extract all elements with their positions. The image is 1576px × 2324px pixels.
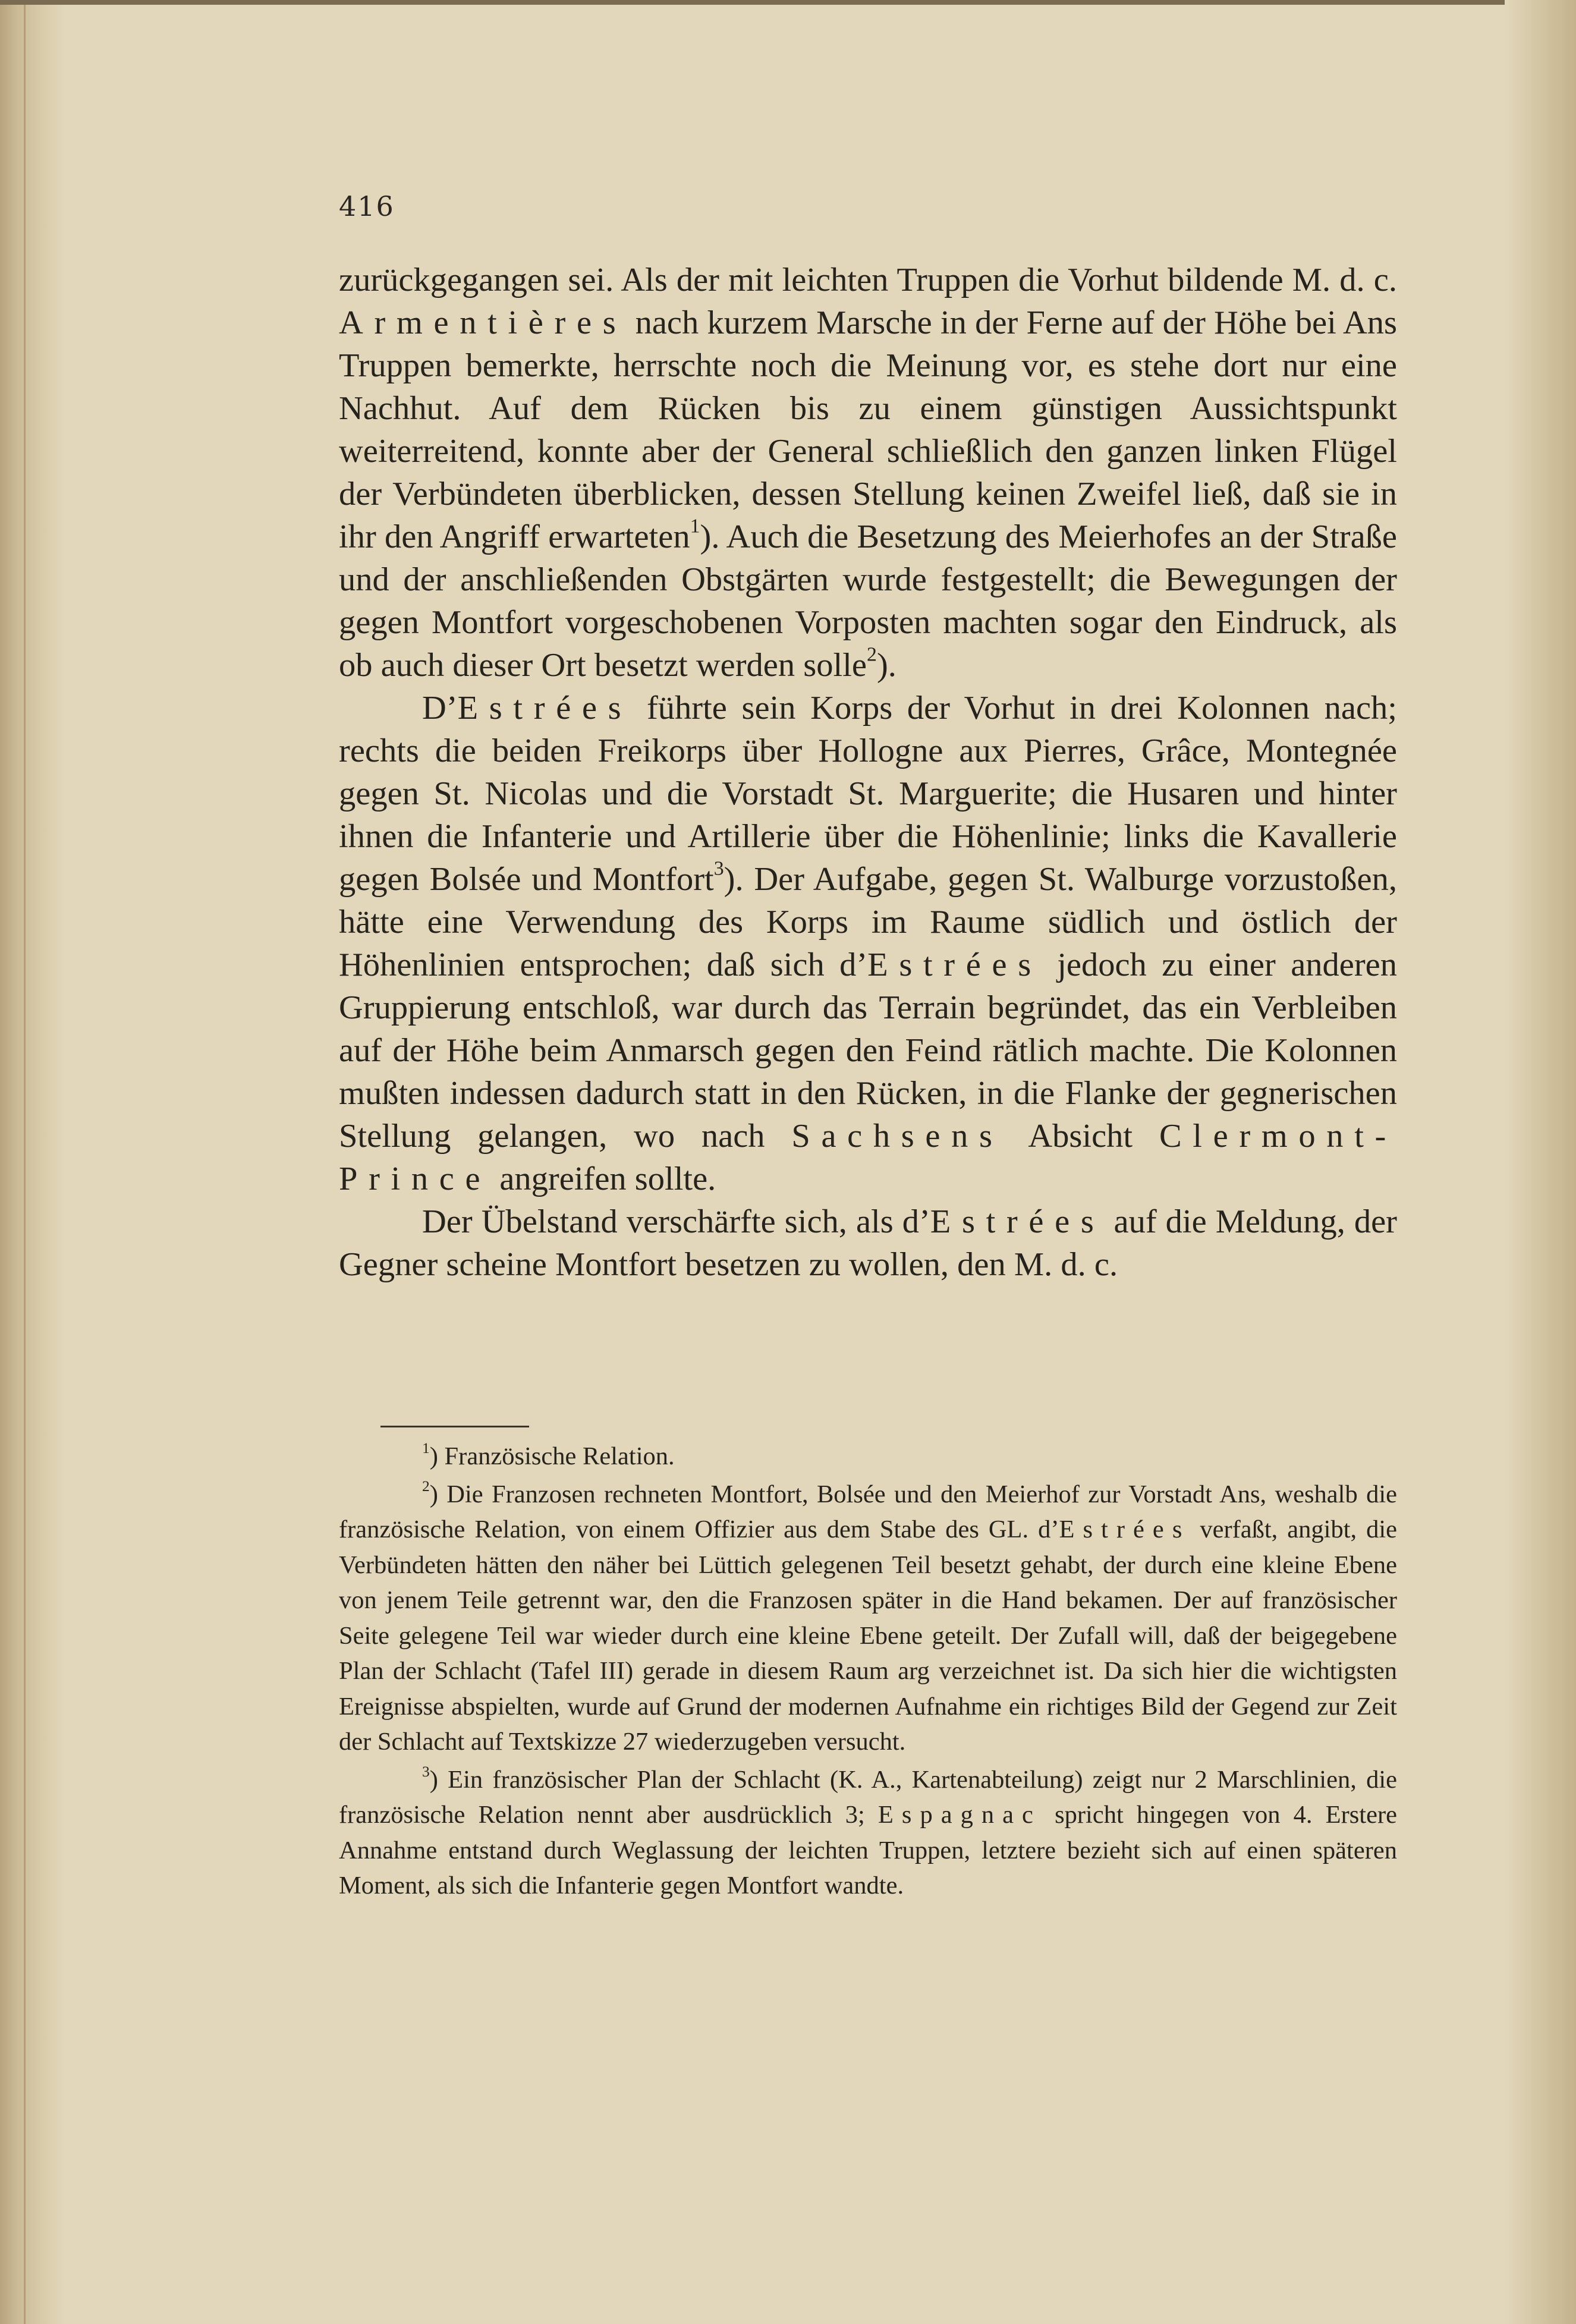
text-run: ). Auch die Besetzung des Meierhofes an der Straße und der anschließenden Obstgärten wurde festgestellt; die Bewegungen der gegen Montfort vorgeschobenen Vorposten machten sogar den Eindruck, als ob auch dieser Ort besetzt werden solle — [339, 518, 1397, 684]
footnote — [339, 1762, 1397, 1904]
spaced-name: Espagnac — [877, 1801, 1042, 1829]
footnote-ref: 1 — [690, 515, 700, 537]
text-run: verfaßt, angibt, die Verbündeten hätten den näher bei Lüttich gelegenen Teil besetzt gehabt, der durch eine kleine Ebene von jenem Teile getrennt war, den die Franzosen später in die Hand bekamen. Der auf französischer Seite gelegene Teil war wieder durch eine kleine Ebene geteilt. Der Zufall will, daß der beigegebene Plan der Schlacht (Tafel III) gerade in diesem Raum arg verzeichnet ist. Da sich hier die wichtigsten Ereignisse abspielten, wurde auf Grund der modernen Aufnahme ein richtiges Bild der Gegend zur Zeit der Schlacht auf Textskizze 27 wiederzugeben versucht. — [339, 1515, 1397, 1756]
spaced-name: Estrées — [930, 1203, 1105, 1240]
footnote-ref: 3 — [713, 857, 724, 880]
text-run: jedoch zu einer anderen Gruppierung entschloß, war durch das Terrain begründet, das ein Verbleiben auf der Höhe beim Anmarsch gegen den Feind rätlich machte. Die Kolonnen mußten indessen dadurch statt in den Rücken, in die Flanke der gegnerischen Stellung gelangen, wo nach — [339, 946, 1397, 1155]
text-run: auf die Meldung, der Gegner scheine Montfort besetzen zu wollen, den M. d. c. — [339, 1203, 1397, 1283]
text-run: spricht hingegen von 4. Erstere Annahme entstand durch Weglassung der leichten Truppen, letztere bezieht sich auf einen späteren Moment, als sich die Infanterie gegen Montfort wandte. — [339, 1801, 1397, 1900]
text-run: ) Ein französischer Plan der Schlacht (K. A., Kartenabteilung) zeigt nur 2 Marschlinien, die französische Relation nennt aber ausdrücklich 3; — [339, 1765, 1397, 1829]
page-number: 416 — [339, 190, 395, 222]
paragraph — [339, 1200, 1397, 1286]
paragraph — [339, 687, 1397, 1200]
text-run: zurückgegangen sei. Als der mit leichten Truppen die Vorhut bildende M. d. c. — [339, 262, 1397, 298]
spaced-name: Estrées — [1059, 1515, 1191, 1543]
text-run: ). Der Aufgabe, gegen St. Walburge vorzustoßen, hätte eine Verwendung des Korps im Raume südlich und östlich der Höhenlinien entsprochen; daß sich d’ — [339, 861, 1397, 983]
text-run: ) Die Franzosen rechneten Montfort, Bolsée und den Meierhof zur Vorstadt Ans, weshalb die französische Relation, von einem Offizier aus dem Stabe des GL. d’ — [339, 1480, 1397, 1543]
spaced-name: Estrées — [867, 946, 1042, 983]
page-top-edge — [0, 0, 1576, 5]
footnote-ref: 3 — [422, 1762, 430, 1780]
text-run: nach kurzem Marsche in der Ferne auf der Höhe bei Ans Truppen bemerkte, herrschte noch die Meinung vor, es stehe dort nur eine Nachhut. Auf dem Rücken bis zu einem günstigen Aussichtspunkt weiterreitend, konnte aber der General schließlich den ganzen linken Flügel der Verbündeten überblicken, dessen Stellung keinen Zweifel ließ, daß sie in ihr den Angriff erwarteten — [339, 304, 1397, 555]
body-text — [339, 259, 1397, 1286]
text-run: Der Übelstand verschärfte sich, als d’ — [422, 1203, 930, 1240]
footnote — [339, 1439, 1397, 1474]
footnote — [339, 1477, 1397, 1760]
text-run: Absicht — [1003, 1118, 1159, 1155]
spaced-name: Sachsens — [791, 1118, 1004, 1155]
spaced-name: Clermont-Prince — [339, 1118, 1397, 1197]
text-run: angreifen sollte. — [491, 1161, 716, 1197]
text-run: ). — [876, 647, 896, 684]
text-run: D’ — [422, 690, 458, 727]
footnote-separator — [380, 1426, 529, 1427]
paragraph — [339, 259, 1397, 687]
spaced-name: Estrées — [457, 690, 633, 727]
footnote-ref: 2 — [866, 643, 877, 666]
text-run: führte sein Korps der Vorhut in drei Kolonnen nach; rechts die beiden Freikorps über Hollogne aux Pierres, Grâce, Montegnée gegen St. Nicolas und die Vorstadt St. Marguerite; die Husaren und hinter ihnen die Infanterie und Artillerie über die Höhenlinie; links die Kavallerie gegen Bolsée und Montfort — [339, 690, 1397, 898]
footnotes — [339, 1439, 1397, 1904]
spaced-name: Armentières — [339, 304, 627, 341]
text-run: ) Französische Relation. — [429, 1442, 675, 1470]
footnote-ref: 2 — [422, 1477, 430, 1495]
page-right-shadow — [1505, 0, 1576, 2324]
footnote-ref: 1 — [422, 1439, 430, 1457]
page-binding-edge — [0, 0, 65, 2324]
